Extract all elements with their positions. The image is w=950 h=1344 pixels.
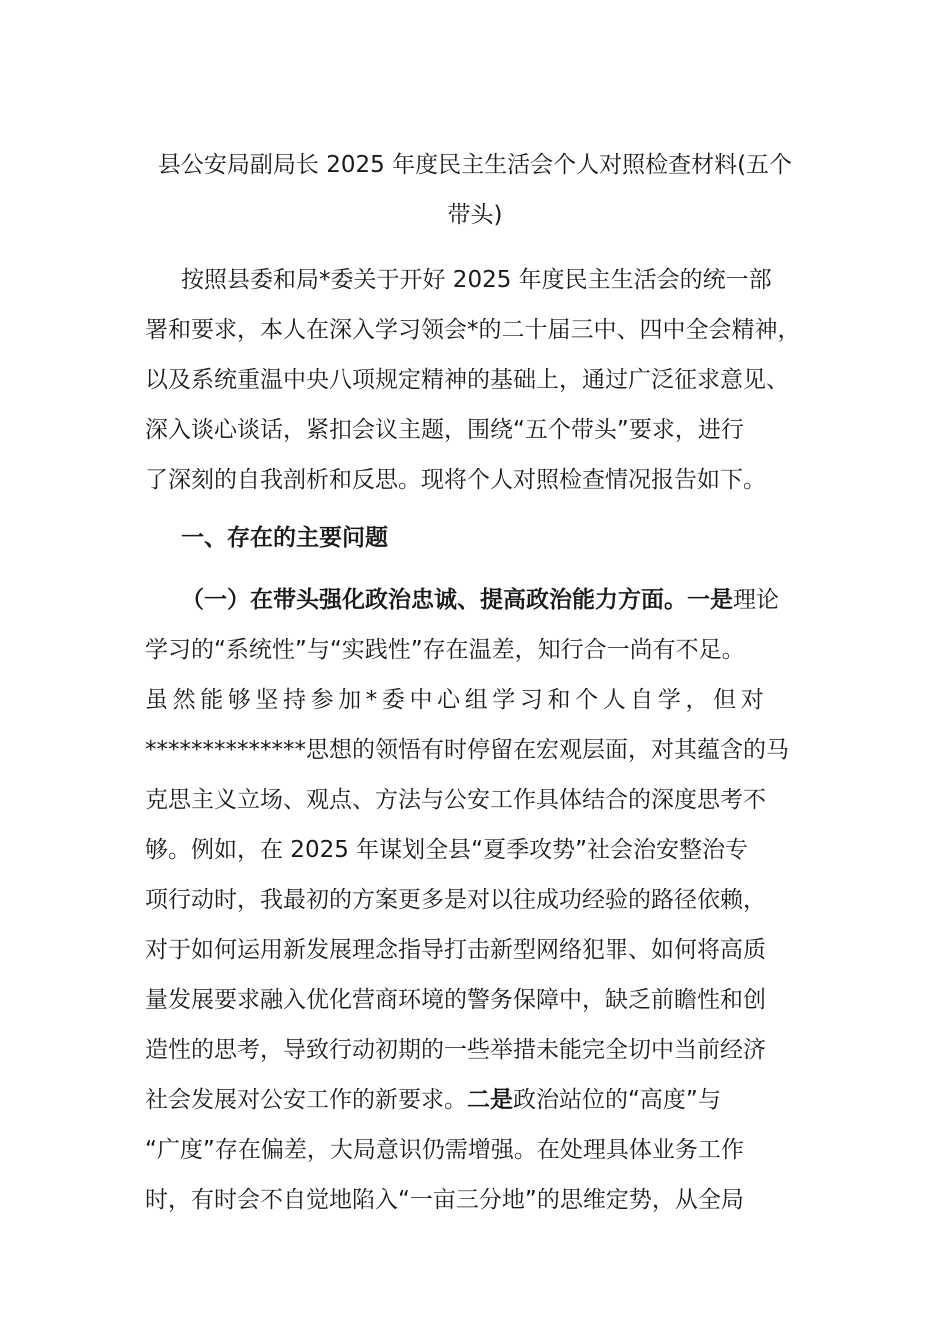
subsection-heading: （一）在带头强化政治忠诚、提高政治能力方面。一是 [181, 587, 733, 613]
body-line [145, 1075, 807, 1125]
body-line: 学习的“系统性”与“实践性”存在温差，知行合一尚有不足。 [145, 637, 745, 663]
intro-line: 深入谈心谈话，紧扣会议主题，围绕“五个带头”要求，进行 [145, 417, 744, 443]
intro-line: 署和要求，本人在深入学习领会*的二十届三中、四中全会精神， [145, 317, 801, 343]
body-line: **************思想的领悟有时停留在宏观层面，对其蕴含的马 [145, 737, 789, 763]
section-heading [145, 513, 807, 563]
body-line: 对于如何运用新发展理念指导打击新型网络犯罪、如何将高质 [145, 937, 766, 963]
body-line: 项行动时，我最初的方案更多是对以往成功经验的路径依赖， [145, 887, 766, 913]
section-heading-text: 一、存在的主要问题 [181, 525, 388, 551]
body-line: 虽然能够坚持参加*委中心组学习和个人自学，但对 [145, 687, 769, 713]
intro-line: 按照县委和局*委关于开好 2025 年度民主生活会的统一部 [181, 267, 772, 293]
body-text-segment: 政治站位的“高度”与 [513, 1087, 721, 1113]
point-label: 二是 [467, 1087, 513, 1113]
intro-line: 以及系统重温中央八项规定精神的基础上，通过广泛征求意见、 [145, 367, 789, 393]
document-title [145, 140, 805, 240]
intro-line: 了深刻的自我剖析和反思。现将个人对照检查情况报告如下。 [145, 467, 766, 493]
body-line: 够。例如，在 2025 年谋划全县“夏季攻势”社会治安整治专 [145, 837, 748, 863]
body-line: 造性的思考，导致行动初期的一些举措未能完全切中当前经济 [145, 1037, 766, 1063]
body-text-segment: 社会发展对公安工作的新要求。 [145, 1087, 467, 1113]
body-line: 时，有时会不自觉地陷入“一亩三分地”的思维定势，从全局 [145, 1187, 744, 1213]
subsection-line [145, 575, 807, 625]
subsection-text: 理论 [733, 587, 779, 613]
title-line-1: 县公安局副局长 2025 年度民主生活会个人对照检查材料(五个 [157, 152, 793, 178]
body-line: “广度”存在偏差，大局意识仍需增强。在处理具体业务工作 [145, 1137, 744, 1163]
title-line-2: 带头) [447, 202, 503, 228]
body-line: 量发展要求融入优化营商环境的警务保障中，缺乏前瞻性和创 [145, 987, 766, 1013]
intro-paragraph [145, 255, 807, 505]
body-line: 克思主义立场、观点、方法与公安工作具体结合的深度思考不 [145, 787, 766, 813]
problem-paragraph [145, 575, 807, 1225]
